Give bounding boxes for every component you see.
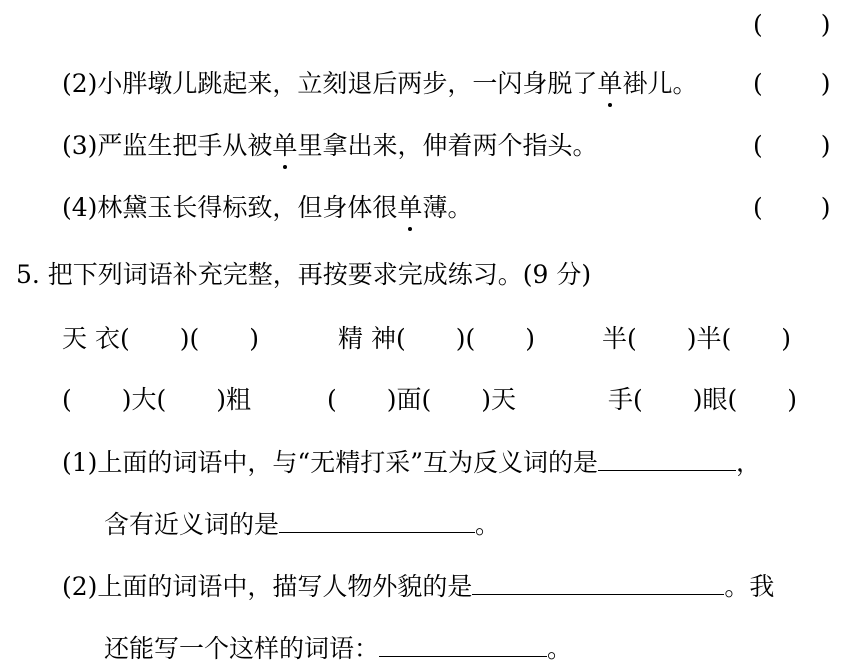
question-4-text-after: 薄。	[422, 193, 473, 222]
paren-text: ( )	[753, 10, 831, 39]
sub-question-1-line-b	[104, 509, 500, 541]
question-3-text-before: (3)严监生把手从被	[62, 131, 273, 160]
paren-text: ( )	[753, 69, 831, 98]
question-4	[62, 192, 472, 224]
question-3-text-after: 里拿出来，伸着两个指头。	[297, 131, 598, 160]
answer-blank[interactable]	[279, 510, 475, 533]
words-row-1	[62, 323, 832, 355]
punctuation: 。	[475, 510, 501, 539]
sub-question-2-line-a	[62, 571, 774, 603]
question-2-text-after: 褂儿。	[622, 69, 698, 98]
words-row-2	[62, 384, 832, 416]
question-4-text-before: (4)林黛玉长得标致，但身体很	[62, 193, 398, 222]
question-2	[62, 68, 697, 100]
question-3	[62, 130, 597, 162]
paren-text: ( )	[753, 131, 831, 160]
sub-question-2-line-b	[104, 633, 572, 665]
word-item: 天 衣( )( )	[62, 324, 259, 353]
question-3-dotted-char: 单	[272, 131, 298, 160]
word-item: 半( )半( )	[602, 324, 792, 353]
answer-blank[interactable]	[472, 572, 724, 595]
sub-question-2-text-b: 还能写一个这样的词语：	[104, 634, 380, 663]
answer-paren-1	[753, 9, 829, 41]
word-item: ( )面( )天	[327, 385, 517, 414]
question-2-text-before: (2)小胖墩儿跳起来，立刻退后两步，一闪身脱了	[62, 69, 598, 98]
question-2-dotted-char: 单	[597, 69, 623, 98]
answer-blank[interactable]	[379, 634, 547, 657]
answer-paren-4	[753, 192, 829, 224]
answer-paren-3	[753, 130, 829, 162]
sub-question-1-line-a	[62, 447, 761, 479]
word-item: 手( )眼( )	[608, 385, 798, 414]
punctuation: 。	[547, 634, 573, 663]
answer-paren-2	[753, 68, 829, 100]
sub-question-2-text: (2)上面的词语中，描写人物外貌的是	[62, 572, 473, 601]
sub-question-1-text-b: 含有近义词的是	[104, 510, 280, 539]
punctuation: ，	[735, 448, 761, 477]
punctuation: 。我	[724, 572, 775, 601]
paren-text: ( )	[753, 193, 831, 222]
answer-blank[interactable]	[598, 448, 736, 471]
question-4-dotted-char: 单	[397, 193, 423, 222]
word-item: 精 神( )( )	[338, 324, 535, 353]
word-item: ( )大( )粗	[62, 385, 252, 414]
sub-question-1-text: (1)上面的词语中，与“无精打采”互为反义词的是	[62, 448, 598, 477]
question-5-title: 5. 把下列词语补充完整，再按要求完成练习。(9 分)	[16, 260, 592, 289]
